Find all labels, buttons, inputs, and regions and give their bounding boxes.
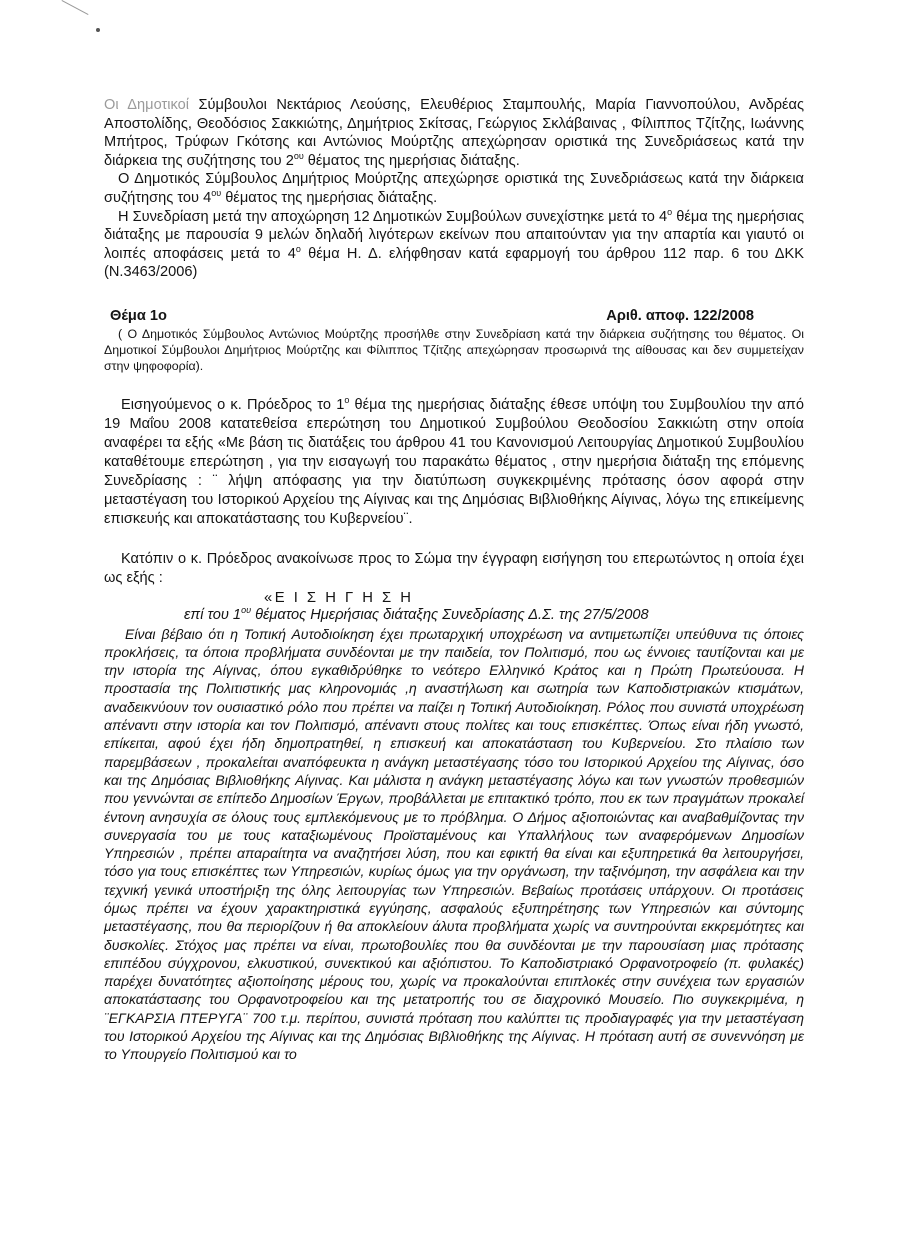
body-text: θέμα της ημερήσιας διάταξης έθεσε υπόψη του Συμβουλίου την από 19 Μαΐου 2008 κατατεθείσα επερώτηση του Δημοτικού Συμβούλου Θεοδοσίου Σακκιώτη στην οποία αναφέρει τα εξής «Με βάση τις διατάξεις του άρθρου 41 του Κανονισμού Λειτουργίας Δημοτικού Συμβουλίου καταθέτουμε επερώτηση , για την εισαγωγή του παρακάτω θέματος , στην ημερήσια διάταξη της επόμενης Συνεδρίασης : ¨ λήψη απόφασης για την διατύπωση συγκεκριμένης πρότασης όσον αφορά στην μεταστέγαση του Ιστορικού Αρχείου της Αίγινας και της Δημόσιας Βιβλιοθήκης Αίγινας, λόγω της επικείμενης επισκευής και αποκατάστασης του Κυβερνείου¨. bbox=[104, 396, 804, 527]
proposal-subtitle bbox=[104, 606, 804, 624]
proposal-body bbox=[104, 625, 804, 1064]
body-paragraph-interpellation bbox=[104, 396, 804, 529]
topic-label: Θέμα 1ο bbox=[110, 307, 167, 324]
body-section bbox=[104, 396, 804, 588]
scan-edge-mark bbox=[62, 0, 89, 15]
proposal-subtitle-text: θέματος Ημερήσιας διάταξης Συνεδρίασης Δ.Σ. της 27/5/2008 bbox=[251, 606, 649, 623]
intro-text: θέμα της ημερήσιας διάταξης με παρουσία 9 μελών δηλαδή λιγότερων εκείνων που απαιτούνταν για την απαρτία και γιαυτό οι λοιπές αποφάσεις μετά το 4 bbox=[104, 208, 804, 262]
decision-number: Αριθ. αποφ. 122/2008 bbox=[606, 307, 754, 324]
superscript: ο bbox=[295, 243, 301, 254]
proposal-section bbox=[104, 590, 804, 1064]
intro-text: Η Συνεδρίαση μετά την αποχώρηση 12 Δημοτικών Συμβούλων συνεχίστηκε μετά το 4 bbox=[118, 208, 668, 225]
superscript: ου bbox=[211, 188, 222, 199]
intro-text: θέματος της ημερήσιας διάταξης. bbox=[221, 189, 438, 206]
topic-header bbox=[104, 307, 804, 325]
proposal-title: «Ε Ι Σ Η Γ Η Σ Η bbox=[264, 589, 414, 606]
faded-text: Οι Δημοτικοί bbox=[104, 97, 189, 113]
superscript: ο bbox=[667, 206, 673, 217]
intro-paragraph-mourtzis bbox=[104, 170, 804, 207]
superscript: ο bbox=[344, 394, 350, 405]
attendance-note bbox=[104, 326, 804, 375]
intro-text: Ο Δημοτικός Σύμβουλος Δημήτριος Μούρτζης απεχώρησε οριστικά της Συνεδριάσεως κατά την διάρκεια συζήτησης του 4 bbox=[104, 171, 804, 206]
scan-speck bbox=[96, 28, 100, 32]
intro-text: Σύμβουλοι Νεκτάριος Λεούσης, Ελευθέριος Σταμπουλής, Μαρία Γιαννοπούλου, Ανδρέας Αποστολίδης, Θεοδόσιος Σακκιώτης, Δημήτριος Σκίτσας, Γεώργιος Σκλάβαινας , Φίλιππος Τζίτζης, Ιωάννης Μπήτρος, Τρύφων Γκότσης και Αντώνιος Μούρτζης απεχώρησαν οριστικά της Συνεδριάσεως κατά την διάρκεια της συζήτησης του 2 bbox=[104, 97, 804, 169]
intro-text: θέματος της ημερήσιας διάταξης. bbox=[303, 152, 520, 169]
intro-text: θέμα Η. Δ. ελήφθησαν κατά εφαρμογή του άρθρου 112 παρ. 6 του ΔΚΚ (Ν.3463/2006) bbox=[104, 245, 804, 281]
body-paragraph-announcement: Κατόπιν ο κ. Πρόεδρος ανακοίνωσε προς το Σώμα την έγγραφη εισήγηση του επερωτώντος η οποία έχει ως εξής : bbox=[104, 550, 804, 586]
proposal-subtitle-text: επί του 1 bbox=[184, 606, 242, 623]
intro-section bbox=[104, 96, 804, 282]
superscript: ου bbox=[241, 604, 252, 615]
intro-paragraph-departures bbox=[104, 96, 804, 170]
intro-paragraph-quorum bbox=[104, 208, 804, 282]
attendance-note-text: ( Ο Δημοτικός Σύμβουλος Αντώνιος Μούρτζης προσήλθε στην Συνεδρίαση κατά την διάρκεια συζήτησης του θέματος. Οι Δημοτικοί Σύμβουλοι Δημήτριος Μούρτζης και Φίλιππος Τζίτζης απεχώρησαν προσωρινά της αίθουσας και δεν συμμετείχαν στην ψηφοφορία). bbox=[104, 326, 804, 374]
proposal-text: Είναι βέβαιο ότι η Τοπική Αυτοδιοίκηση έχει πρωταρχική υποχρέωση να αντιμετωπίζει υπεύθυνα τις όποιες προκλήσεις, τα όποια προβλήματα συνδέονται με την παιδεία, τον Πολιτισμό, που ως έννοιες ταυτίζονται και με την ιστορία της Αίγινας, όπου εγκαθιδρύθηκε το νεότερο Ελληνικό Κράτος και η Πρώτη Πρωτεύουσα. Η προστασία της Πολιτιστικής μας κληρονομιάς ,η αναστήλωση και σωτηρία των Καποδιστριακών κτισμάτων, αναδεικνύουν τον ουσιαστικό ρόλο που πρέπει να παίζει η Τοπική Αυτοδιοίκηση. Ρόλος που συνιστά υποχρέωση απέναντι στην ιστορία και τον Πολιτισμό, απέναντι στους πολίτες και τους επισκέπτες. Όπως είναι ήδη γνωστό, επίκειται, αφού έχει ήδη δημοπρατηθεί, η επισκευή και αποκατάσταση του Κυβερνείου. Στο πλαίσιο των παρεμβάσεων , προκαλείται αναπόφευκτα η ανάγκη μεταστέγασης τόσο του Ιστορικού Αρχείου της Αίγινας, όσο και της Δημόσιας Βιβλιοθήκης Αίγινας. Και μάλιστα η ανάγκη μεταστέγασης λόγω και των γνωστών προθεσμιών που γεννώνται σε επίπεδο Δημοσίων Έργων, προβάλλεται με επιτακτικό τρόπο, που εκ των πραγμάτων προκαλεί έντονη ανησυχία σε όλους τους εμπλεκόμενους με το πρόβλημα. Ο Δήμος αξιοποιώντας και αναβαθμίζοντας την συνεργασία του με τους καταξιωμένους Προϊσταμένους και Υπαλλήλους των αναφερόμενων Δημοσίων Υπηρεσιών , πρέπει απαραίτητα να αναζητήσει λύση, που και εφικτή θα είναι και εξυπηρετικά θα λειτουργήσει, τόσο για τους επισκέπτες των Υπηρεσιών, κυρίως όμως για την οργάνωση, την ταξινόμηση, την ασφάλεια και την τεχνική γενικά υποστήριξη της όλης λειτουργίας των Υπηρεσιών. Βεβαίως προτάσεις υπάρχουν. Οι προτάσεις όμως πρέπει να έχουν χαρακτηριστικά εγγύησης, ασφαλούς εξυπηρέτησης των Υπηρεσιών και σύντομης μεταστέγασης, που θα περιορίζουν ή θα αποκλείουν άλυτα προβλήματα χωρίς να συντηρούνται εκκρεμότητες και δυσκολίες. Στόχος μας πρέπει να είναι, πρωτοβουλίες που θα συνδέονται με την παρουσίαση μιας πρότασης επιπέδου σύγχρονου, ελκυστικού, συνεκτικού και αξιόπιστου. Το Καποδιστριακό Ορφανοτροφείο (π. φυλακές) παρέχει δυνατότητες αξιοποίησης μέρους του, χωρίς να προκαλούνται επιπλοκές στην συνέχεια των εργασιών αποκατάστασης του Ορφανοτροφείου και της μετατροπής του σε διαχρονικό Μουσείο. Πιο συγκεκριμένα, η ¨ΕΓΚΑΡΣΙΑ ΠΤΕΡΥΓΑ¨ 700 τ.μ. περίπου, συνιστά πρόταση που καλύπτει τις προδιαγραφές για την μεταστέγαση του Ιστορικού Αρχείου της Αίγινας και της Δημόσιας Βιβλιοθήκης της Αίγινας. Η πρόταση αυτή σε συνεννόηση με το Υπουργείο Πολιτισμού και το bbox=[104, 625, 804, 1063]
body-text: Εισηγούμενος ο κ. Πρόεδρος το 1 bbox=[121, 396, 345, 413]
document-page bbox=[104, 96, 804, 1064]
superscript: ου bbox=[293, 150, 304, 161]
